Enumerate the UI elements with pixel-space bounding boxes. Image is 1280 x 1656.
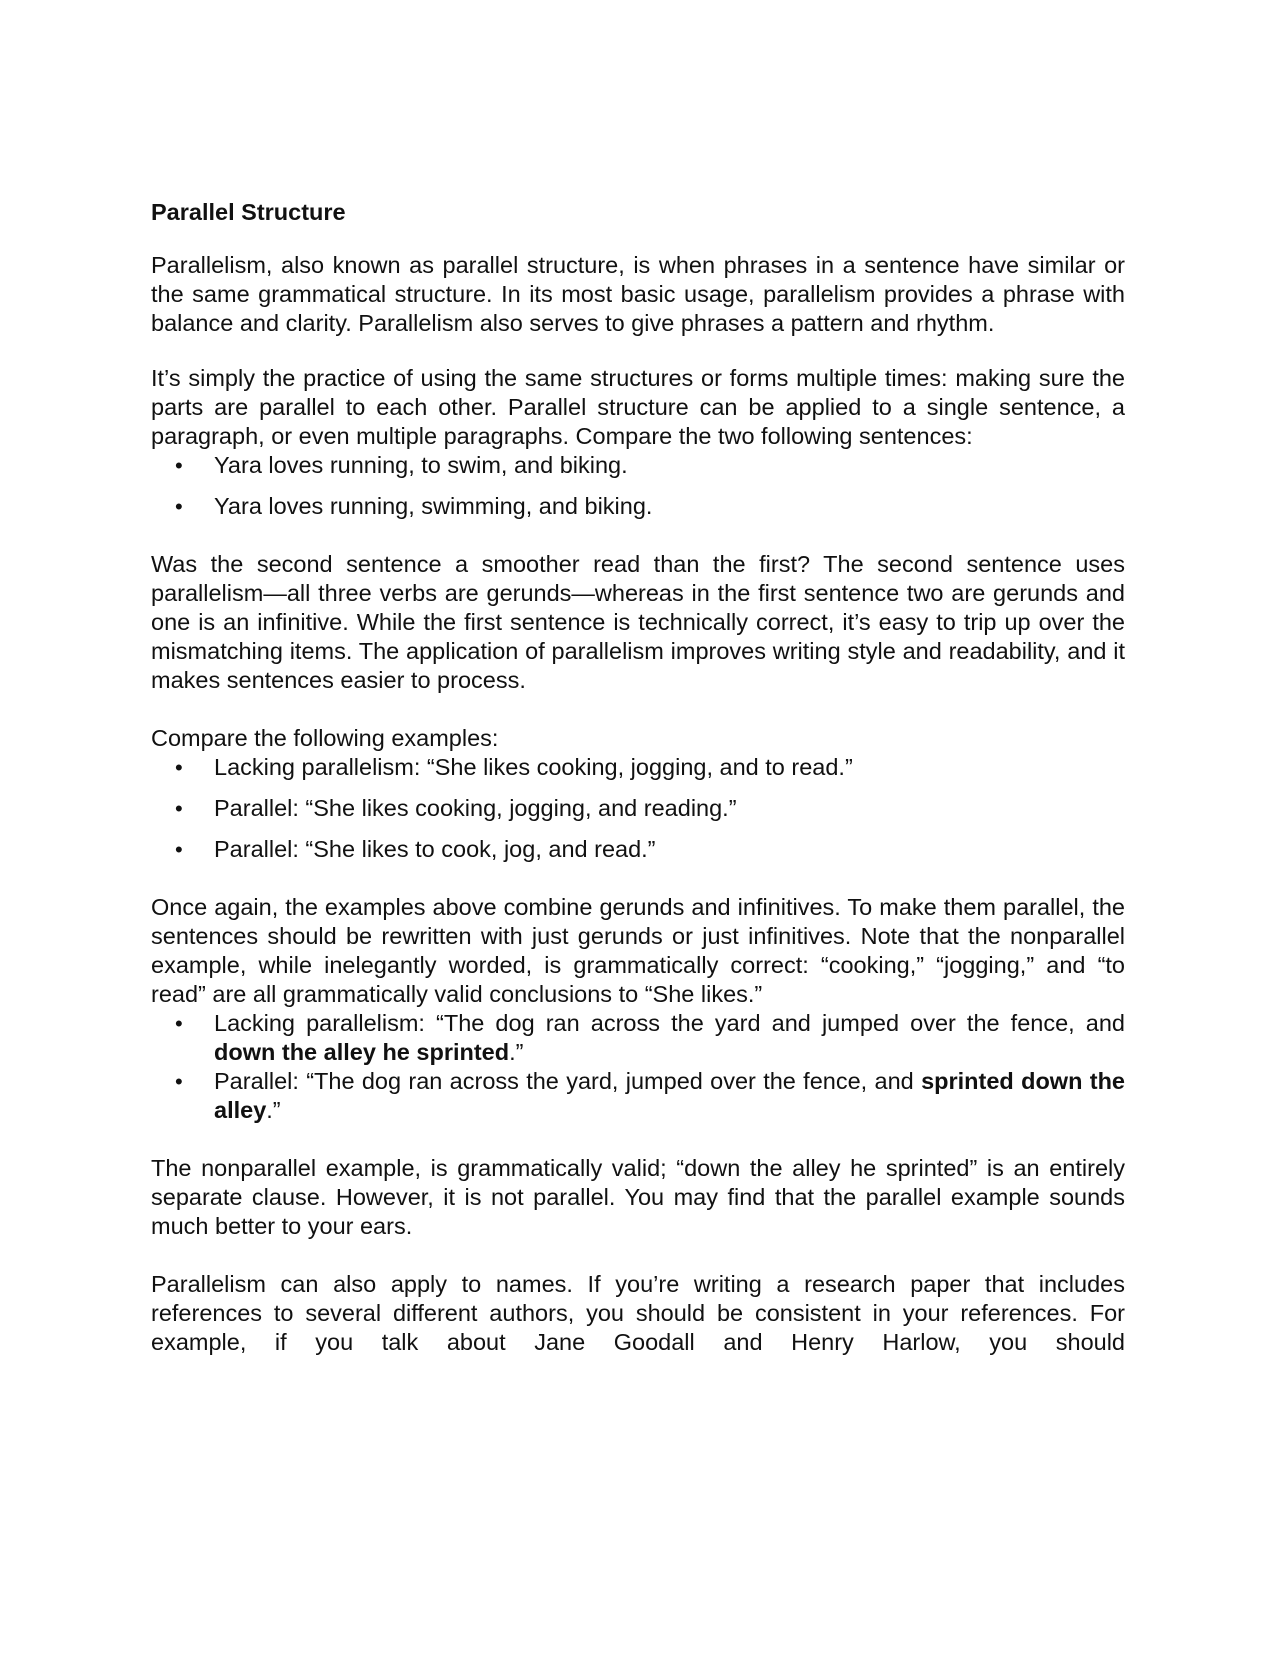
document-title: Parallel Structure xyxy=(151,199,346,225)
list-item-text: Parallel: “The dog ran across the yard, jumped over the fence, and xyxy=(214,1068,922,1094)
bullet-icon: • xyxy=(175,494,183,519)
list-item-bold: down the alley he sprinted xyxy=(214,1039,510,1065)
paragraph-practice: It’s simply the practice of using the same structures or forms multiple times: making sure the parts are parallel to each other. Parallel structure can be applied to a single sentence, a paragraph, or even multiple paragraphs. Compare the two following sentences: xyxy=(151,365,1125,449)
example-list-she-likes xyxy=(151,753,1125,864)
paragraph-explanation: Was the second sentence a smoother read than the first? The second sentence uses parallelism—all three verbs are gerunds—whereas in the first sentence two are gerunds and one is an infinitive. While the first sentence is technically correct, it’s easy to trip up over the mismatching items. The application of parallelism improves writing style and readability, and it makes sentences easier to process. xyxy=(151,551,1125,693)
paragraph-clause: The nonparallel example, is grammatically valid; “down the alley he sprinted” is an entirely separate clause. However, it is not parallel. You may find that the parallel example sounds much better to your ears. xyxy=(151,1155,1125,1239)
list-item-text: Parallel: “She likes cooking, jogging, and reading.” xyxy=(214,795,737,821)
paragraph-definition: Parallelism, also known as parallel structure, is when phrases in a sentence have similar or the same grammatical structure. In its most basic usage, parallelism provides a phrase with balance and clarity. Parallelism also serves to give phrases a pattern and rhythm. xyxy=(151,252,1125,336)
list-item xyxy=(151,492,1125,521)
document-page xyxy=(151,194,1125,1357)
list-item-text: Yara loves running, swimming, and biking. xyxy=(214,493,653,519)
list-item xyxy=(151,1067,1125,1125)
list-item xyxy=(151,753,1125,782)
list-item xyxy=(151,451,1125,480)
paragraph-names: Parallelism can also apply to names. If you’re writing a research paper that includes references to several different authors, you should be consistent in your references. For example, if you talk about Jane Goodall and Henry Harlow, you should xyxy=(151,1271,1125,1355)
bullet-icon: • xyxy=(175,1011,183,1036)
bullet-icon: • xyxy=(175,796,183,821)
list-item xyxy=(151,1009,1125,1067)
list-item-text: Yara loves running, to swim, and biking. xyxy=(214,452,628,478)
list-item-text: Parallel: “She likes to cook, jog, and read.” xyxy=(214,836,656,862)
list-item-bold: sprinted down the alley xyxy=(214,1068,1125,1123)
list-item-text: Lacking parallelism: “She likes cooking, jogging, and to read.” xyxy=(214,754,853,780)
list-item xyxy=(151,835,1125,864)
list-item-text: .” xyxy=(266,1097,281,1123)
paragraph-compare-intro: Compare the following examples: xyxy=(151,725,499,751)
list-item xyxy=(151,794,1125,823)
list-item-text: .” xyxy=(509,1039,524,1065)
example-list-dog xyxy=(151,1009,1125,1125)
bullet-icon: • xyxy=(175,1069,183,1094)
list-item-text: Lacking parallelism: “The dog ran across the yard and jumped over the fence, and xyxy=(214,1010,1125,1036)
bullet-icon: • xyxy=(175,755,183,780)
bullet-icon: • xyxy=(175,837,183,862)
bullet-icon: • xyxy=(175,453,183,478)
paragraph-gerunds: Once again, the examples above combine gerunds and infinitives. To make them parallel, the sentences should be rewritten with just gerunds or just infinitives. Note that the nonparallel example, while inelegantly worded, is grammatically correct: “cooking,” “jogging,” and “to read” are all grammatically valid conclusions to “She likes.” xyxy=(151,894,1125,1007)
example-list-yara xyxy=(151,451,1125,521)
